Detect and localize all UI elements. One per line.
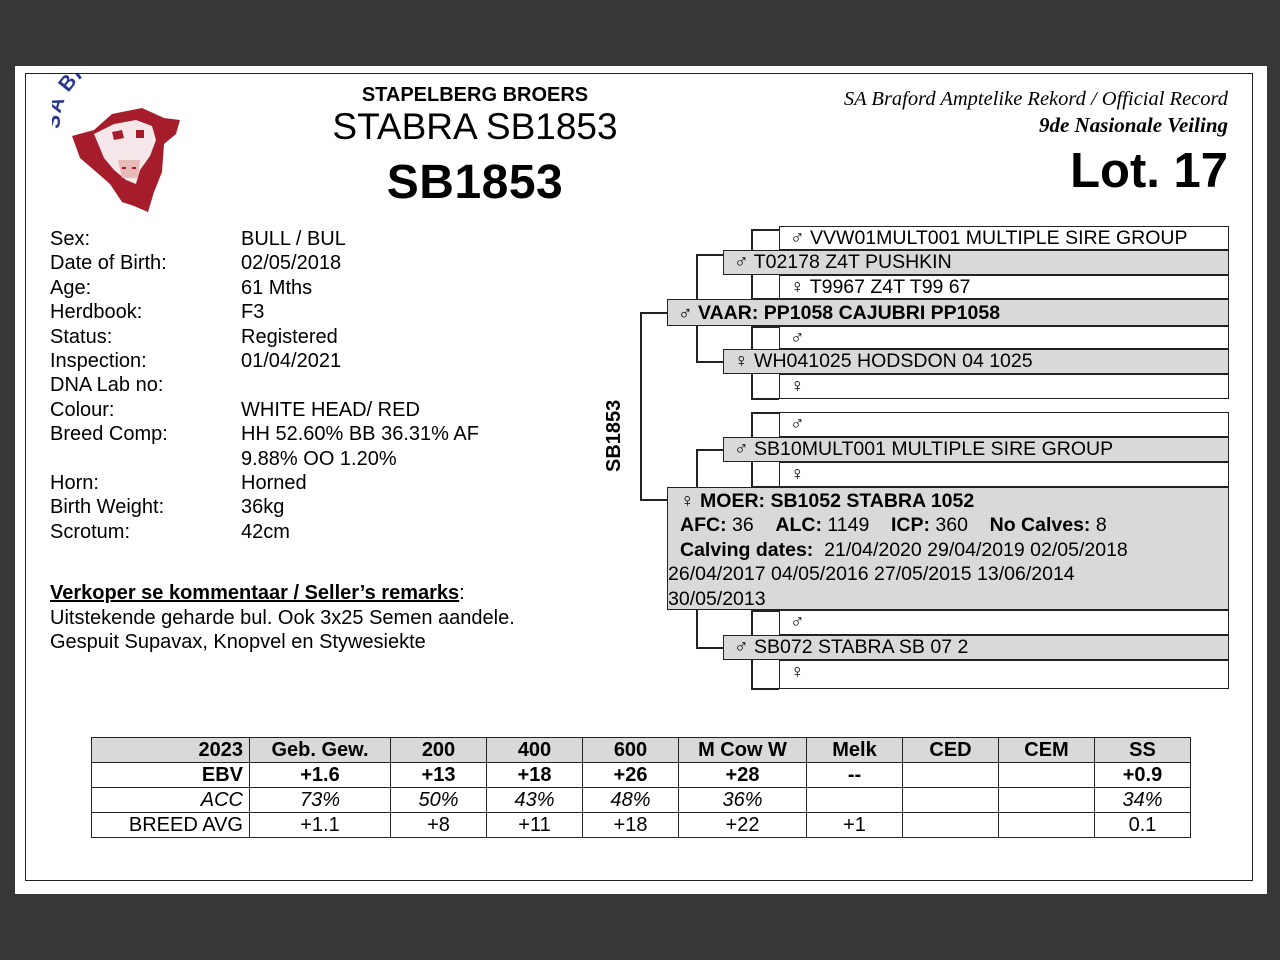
info-value: F3: [241, 301, 265, 324]
dam-calving-dates: 30/05/2013: [668, 587, 766, 610]
info-value: BULL / BUL: [241, 228, 346, 250]
pedigree-connector: [696, 449, 698, 487]
info-value: 36kg: [241, 496, 285, 519]
dam-calving-dates: 26/04/2017 04/05/2016 27/05/2015 13/06/2014: [668, 563, 1075, 586]
table-cell: 43%: [487, 788, 583, 813]
pedigree-connector: [696, 647, 724, 649]
remarks-heading: Verkoper se kommentaar / Seller’s remarks:: [50, 582, 465, 604]
pedigree-connector: [751, 326, 779, 328]
pedigree-connector: [696, 449, 724, 451]
table-cell: ACC: [92, 788, 250, 813]
pedigree-connector: [751, 398, 779, 400]
table-header: Melk: [807, 738, 903, 763]
info-label: Date of Birth:: [50, 252, 167, 275]
ebv-table: [91, 737, 1191, 838]
remarks-line: Uitstekende geharde bul. Ook 3x25 Semen aandele.: [50, 606, 515, 629]
info-value: HH 52.60% BB 36.31% AF: [241, 423, 479, 446]
pedigree-great-grandsire-4: ♂: [779, 610, 1229, 635]
info-value: Horned: [241, 471, 307, 494]
table-cell: +1.6: [250, 763, 391, 788]
pedigree-connector: [751, 412, 753, 437]
pedigree-connector: [696, 610, 698, 648]
table-cell: [903, 813, 999, 838]
table-header: 600: [583, 738, 679, 763]
pedigree-connector: [751, 688, 779, 690]
info-value: 01/04/2021: [241, 349, 342, 372]
pedigree-connector: [640, 499, 668, 501]
remarks-line: Gespuit Supavax, Knopvel en Stywesiekte: [50, 631, 426, 653]
table-cell: +0.9: [1095, 763, 1191, 788]
info-label: Sex:: [50, 228, 91, 250]
pedigree-great-grandsire-1: ♂ VVW01MULT001 MULTIPLE SIRE GROUP: [779, 226, 1229, 250]
logo-text: B: [54, 74, 83, 97]
pedigree-great-granddam-3: ♀: [779, 462, 1229, 487]
table-cell: +22: [679, 813, 807, 838]
pedigree-connector: [751, 229, 753, 250]
table-header: M Cow W: [679, 738, 807, 763]
table-header: 2023: [92, 738, 250, 763]
dam-title: ♀ MOER: SB1052 STABRA 1052: [680, 490, 975, 512]
pedigree-connector: [751, 275, 753, 299]
info-label: Horn:: [50, 471, 99, 494]
table-cell: EBV: [92, 763, 250, 788]
info-label: Scrotum:: [50, 520, 131, 543]
info-label: Status:: [50, 325, 113, 348]
table-cell: +1.1: [250, 813, 391, 838]
table-cell: 34%: [1095, 788, 1191, 813]
table-row: [92, 788, 1191, 813]
table-header: Geb. Gew.: [250, 738, 391, 763]
pedigree-connector: [751, 374, 753, 399]
pedigree-grandsire-1: ♂ T02178 Z4T PUSHKIN: [723, 250, 1229, 275]
table-cell: [999, 813, 1095, 838]
table-header: CEM: [999, 738, 1095, 763]
table-cell: --: [807, 763, 903, 788]
seller-remarks: [50, 581, 515, 655]
info-value: 9.88% OO 1.20%: [241, 447, 397, 470]
table-cell: 36%: [679, 788, 807, 813]
pedigree-great-granddam-1: ♀ T9967 Z4T T99 67: [779, 275, 1229, 299]
table-cell: +18: [583, 813, 679, 838]
pedigree-connector: [751, 229, 779, 231]
table-row: [92, 813, 1191, 838]
table-cell: +28: [679, 763, 807, 788]
table-cell: +8: [391, 813, 487, 838]
record-title: SA Braford Amptelike Rekord / Official Record: [843, 88, 1228, 110]
info-value: WHITE HEAD/ RED: [241, 398, 420, 421]
dam-stats: AFC: 36 ALC: 1149 ICP: 360 No Calves: 8: [680, 514, 1107, 537]
pedigree-connector: [640, 312, 668, 314]
table-header: CED: [903, 738, 999, 763]
info-label: Age:: [50, 276, 92, 299]
pedigree-great-granddam-4: ♀: [779, 660, 1229, 689]
pedigree-connector: [751, 660, 753, 689]
info-value: 61 Mths: [241, 276, 313, 299]
table-header-row: [92, 738, 1191, 763]
pedigree-connector: [696, 254, 724, 256]
animal-id: SB1853: [386, 156, 564, 209]
pedigree-grandsire-2: ♂ SB10MULT001 MULTIPLE SIRE GROUP: [723, 437, 1229, 462]
pedigree-connector: [696, 361, 724, 363]
table-header: 400: [487, 738, 583, 763]
pedigree-granddam-2: ♂ SB072 STABRA SB 07 2: [723, 635, 1229, 660]
sa-braford-logo: [52, 74, 202, 219]
info-label: Birth Weight:: [50, 496, 165, 519]
table-cell: +1: [807, 813, 903, 838]
pedigree-sire: ♂ VAAR: PP1058 CAJUBRI PP1058: [667, 299, 1229, 326]
pedigree-side-label: SB1853: [603, 399, 625, 472]
pedigree-connector: [751, 610, 753, 635]
pedigree-connector: [751, 412, 779, 414]
info-label: DNA Lab no:: [50, 374, 164, 397]
table-cell: 0.1: [1095, 813, 1191, 838]
table-row: [92, 763, 1191, 788]
table-cell: [903, 788, 999, 813]
pedigree-connector: [696, 324, 698, 362]
table-cell: +26: [583, 763, 679, 788]
pedigree-great-grandsire-3: ♂: [779, 412, 1229, 437]
pedigree-granddam-1: ♀ WH041025 HODSDON 04 1025: [723, 349, 1229, 374]
info-label: Breed Comp:: [50, 423, 168, 446]
table-cell: [999, 763, 1095, 788]
pedigree-connector: [751, 326, 753, 349]
table-cell: BREED AVG: [92, 813, 250, 838]
table-header: 200: [391, 738, 487, 763]
info-label: Inspection:: [50, 349, 147, 372]
dam-calving-dates: Calving dates: 21/04/2020 29/04/2019 02/05/2018: [680, 538, 1128, 561]
table-cell: [903, 763, 999, 788]
lot-number: Lot. 17: [1070, 144, 1228, 198]
table-cell: +11: [487, 813, 583, 838]
table-header: SS: [1095, 738, 1191, 763]
info-label: Herdbook:: [50, 301, 143, 324]
pedigree-dam: [667, 487, 1229, 610]
table-cell: 50%: [391, 788, 487, 813]
pedigree-connector: [696, 254, 698, 301]
animal-name: STABRA SB1853: [332, 106, 618, 147]
table-cell: 73%: [250, 788, 391, 813]
info-label: Colour:: [50, 398, 115, 421]
auction-title: 9de Nasionale Veiling: [1038, 113, 1228, 137]
table-cell: [999, 788, 1095, 813]
table-cell: +13: [391, 763, 487, 788]
info-value: 42cm: [241, 520, 290, 543]
info-value: 02/05/2018: [241, 252, 342, 275]
pedigree-connector: [751, 462, 753, 487]
table-cell: +18: [487, 763, 583, 788]
pedigree-great-grandsire-2: ♂: [779, 326, 1229, 349]
pedigree-great-granddam-2: ♀: [779, 374, 1229, 399]
info-value: Registered: [241, 325, 338, 348]
table-cell: [807, 788, 903, 813]
pedigree-connector: [640, 312, 642, 500]
seller-name: STAPELBERG BROERS: [361, 84, 589, 106]
table-cell: 48%: [583, 788, 679, 813]
